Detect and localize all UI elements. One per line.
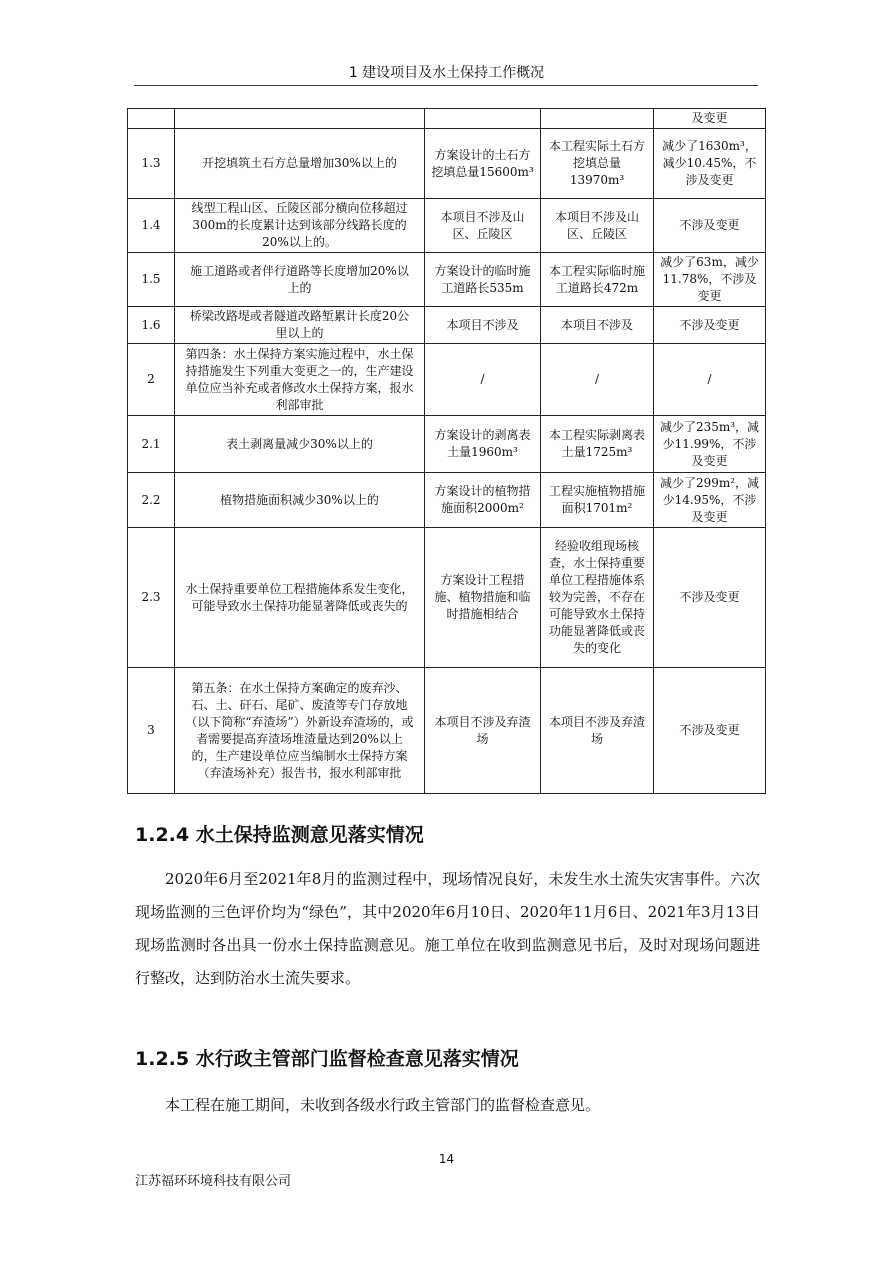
row-requirement: 水土保持重要单位工程措施体系发生变化，可能导致水土保持功能显著降低或丧失的: [175, 528, 425, 668]
row-id: 1.6: [128, 307, 175, 344]
row-actual: 本项目不涉及: [541, 307, 654, 344]
row-plan: 本项目不涉及: [425, 307, 541, 344]
section-body-inspection: 本工程在施工期间，未收到各级水行政主管部门的监督检查意见。: [165, 1096, 601, 1114]
row-plan: 方案设计的土石方挖填总量15600m³: [425, 129, 541, 199]
table-row: [128, 528, 766, 668]
section-heading-inspection: 1.2.5 水行政主管部门监督检查意见落实情况: [135, 1048, 519, 1070]
row-requirement: 施工道路或者伴行道路等长度增加20%以上的: [175, 253, 425, 307]
row-actual: 本工程实际剥离表土量1725m³: [541, 416, 654, 473]
row-result: 不涉及变更: [654, 199, 766, 253]
row-plan: 方案设计的临时施工道路长535m: [425, 253, 541, 307]
row-result: 减少了63m，减少11.78%，不涉及变更: [654, 253, 766, 307]
table-row: [128, 307, 766, 344]
row-plan: 方案设计工程措施、植物措施和临时措施相结合: [425, 528, 541, 668]
table-row: [128, 416, 766, 473]
table-row: [128, 199, 766, 253]
row-id: 2.2: [128, 473, 175, 528]
row-requirement: 第五条：在水土保持方案确定的废弃沙、石、土、矸石、尾矿、废渣等专门存放地（以下简称“弃渣场”）外新设弃渣场的，或者需要提高弃渣场堆渣量达到20%以上的，生产建设单位应当编制水土保持方案（弃渣场补充）报告书，报水利部审批: [175, 668, 425, 794]
row-actual: 本工程实际土石方挖填总量13970m³: [541, 129, 654, 199]
row-result: 不涉及变更: [654, 668, 766, 794]
row-id: 1.5: [128, 253, 175, 307]
row-plan: 本项目不涉及弃渣场: [425, 668, 541, 794]
row-plan: [425, 109, 541, 129]
company-name: 江苏福环环境科技有限公司: [135, 1174, 292, 1189]
section-heading-monitoring: 1.2.4 水土保持监测意见落实情况: [135, 824, 424, 846]
row-actual: 经验收组现场核查，水土保持重要单位工程措施体系较为完善，不存在可能导致水土保持功能显著降低或丧失的变化: [541, 528, 654, 668]
row-id: 2.3: [128, 528, 175, 668]
header-rule: [134, 85, 758, 86]
table-row: [128, 253, 766, 307]
row-id: [128, 109, 175, 129]
row-requirement: 开挖填筑土石方总量增加30%以上的: [175, 129, 425, 199]
change-assessment-table: [127, 108, 766, 794]
table-row: [128, 344, 766, 416]
table-row: [128, 668, 766, 794]
row-requirement: 植物措施面积减少30%以上的: [175, 473, 425, 528]
row-result: /: [654, 344, 766, 416]
row-id: 3: [128, 668, 175, 794]
page-header: 1 建设项目及水土保持工作概况: [348, 65, 545, 81]
row-id: 1.4: [128, 199, 175, 253]
row-requirement: 表土剥离量减少30%以上的: [175, 416, 425, 473]
table-row: [128, 473, 766, 528]
row-result: 减少了1630m³，减少10.45%，不涉及变更: [654, 129, 766, 199]
row-requirement: 桥梁改路堤或者隧道改路堑累计长度20公里以上的: [175, 307, 425, 344]
row-plan: 本项目不涉及山区、丘陵区: [425, 199, 541, 253]
row-id: 2.1: [128, 416, 175, 473]
page-number: 14: [438, 1152, 455, 1166]
row-actual: 工程实施植物措施面积1701m²: [541, 473, 654, 528]
section-body-monitoring: 2020年6月至2021年8月的监测过程中，现场情况良好，未发生水土流失灾害事件。六次现场监测的三色评价均为“绿色”，其中2020年6月10日、2020年11月6日、2021年3月13日现场监测时各出具一份水土保持监测意见。施工单位在收到监测意见书后，及时对现场问题进行整改，达到防治水土流失要求。: [135, 870, 760, 987]
row-plan: 方案设计的植物措施面积2000m²: [425, 473, 541, 528]
row-actual: [541, 109, 654, 129]
row-plan: /: [425, 344, 541, 416]
row-actual: 本项目不涉及山区、丘陵区: [541, 199, 654, 253]
row-actual: 本工程实际临时施工道路长472m: [541, 253, 654, 307]
row-requirement: 线型工程山区、丘陵区部分横向位移超过300m的长度累计达到该部分线路长度的20%以上的。: [175, 199, 425, 253]
row-plan: 方案设计的剥离表土量1960m³: [425, 416, 541, 473]
row-id: 2: [128, 344, 175, 416]
row-result: 不涉及变更: [654, 307, 766, 344]
row-actual: 本项目不涉及弃渣场: [541, 668, 654, 794]
table-row: [128, 109, 766, 129]
row-result: 减少了235m³，减少11.99%，不涉及变更: [654, 416, 766, 473]
row-result: 及变更: [654, 109, 766, 129]
row-result: 不涉及变更: [654, 528, 766, 668]
row-actual: /: [541, 344, 654, 416]
row-requirement: 第四条：水土保持方案实施过程中，水土保持措施发生下列重大变更之一的，生产建设单位应当补充或者修改水土保持方案，报水利部审批: [175, 344, 425, 416]
row-id: 1.3: [128, 129, 175, 199]
row-result: 减少了299m²，减少14.95%，不涉及变更: [654, 473, 766, 528]
row-requirement: [175, 109, 425, 129]
table-row: [128, 129, 766, 199]
